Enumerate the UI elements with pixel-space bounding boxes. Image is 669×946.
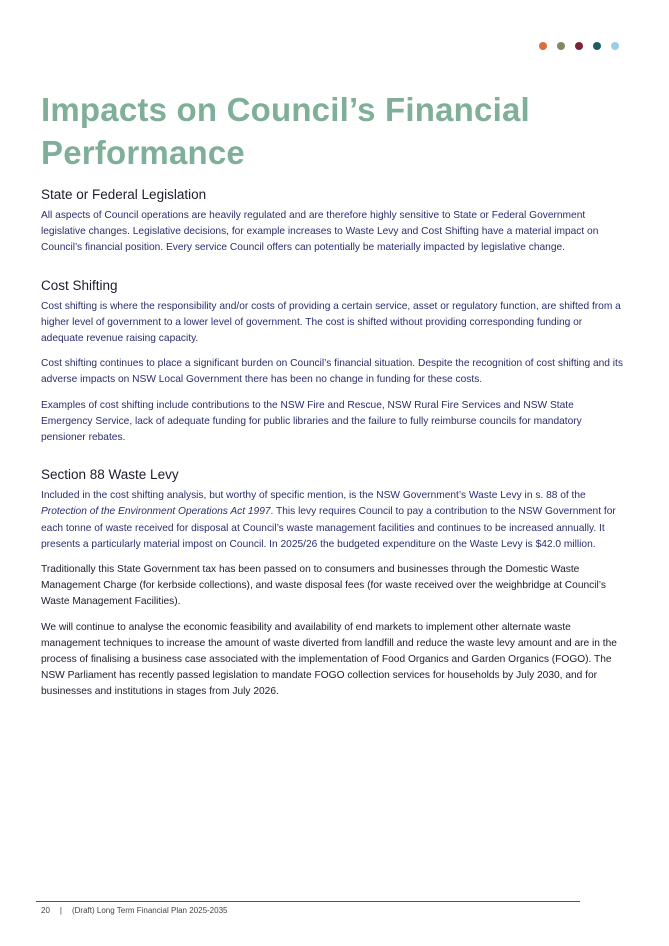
paragraph: All aspects of Council operations are heavily regulated and are therefore highly sensitive to State or Federal Government legislative changes. Legislative decisions, for example increases to Waste Levy and Cost Shifting have a material impact on Council’s financial position. Every service Council offers can potentially be materially impacted by legislative change. <box>41 210 599 254</box>
paragraph <box>41 488 626 553</box>
paragraph: Examples of cost shifting include contributions to the NSW Fire and Rescue, NSW Rural Fire Services and NSW State Emergency Service, lack of adequate funding for public libraries and the failure to fully reimburse councils for mandatory pensioner rebates. <box>41 399 582 444</box>
decorative-dot <box>539 42 547 50</box>
footer-divider <box>36 901 580 902</box>
decorative-dot <box>611 42 619 50</box>
page-title: Impacts on Council’s Financial Performance <box>41 91 530 171</box>
main-content <box>41 187 626 722</box>
paragraph: Cost shifting is where the responsibility and/or costs of providing a certain service, asset or regulatory function, are shifted from a higher level of government to a lower level of government. The cost is shifted without providing corresponding funding or adequate revenue raising capacity. <box>41 300 621 345</box>
footer <box>41 906 227 915</box>
section-cost-shifting <box>41 278 626 447</box>
section-heading: Section 88 Waste Levy <box>41 467 179 483</box>
section-waste-levy <box>41 467 626 700</box>
paragraph: Traditionally this State Government tax has been passed on to consumers and businesses through the Domestic Waste Management Charge (for kerbside collections), and waste disposal fees (for waste received over the weighbridge at Council’s Waste Management Facilities). <box>41 564 606 608</box>
decorative-dot <box>575 42 583 50</box>
paragraph: Cost shifting continues to place a significant burden on Council’s financial situation. Despite the recognition of cost shifting and its adverse impacts on NSW Local Government there has been no change in funding for these costs. <box>41 358 623 386</box>
page-number: 20 <box>41 906 50 915</box>
section-heading: State or Federal Legislation <box>41 187 207 202</box>
decorative-dots <box>539 42 619 50</box>
section-heading: Cost Shifting <box>41 277 118 293</box>
text-run: Included in the cost shifting analysis, but worthy of specific mention, is the NSW Government’s Waste Levy in s. 88 of the <box>41 490 586 502</box>
decorative-dot <box>593 42 601 50</box>
act-title: Protection of the Environment Operations Act 1997 <box>41 506 271 518</box>
document-title: (Draft) Long Term Financial Plan 2025-2035 <box>71 906 228 915</box>
section-legislation <box>41 187 626 257</box>
decorative-dot <box>557 42 565 50</box>
text-run: . This levy requires Council to pay a contribution to the NSW Government for each tonne of waste received for disposal at Council’s waste management facilities and continues to be increased annually. It presents a particularly material impost on Council. In 2025/26 the budgeted expenditure on the Waste Levy is $42.0 million. <box>41 506 616 550</box>
footer-separator: | <box>59 906 62 915</box>
paragraph: We will continue to analyse the economic feasibility and availability of end markets to implement other alternate waste management techniques to increase the amount of waste diverted from landfill and reduce the waste levy amount and are in the process of finalising a business case associated with the implementation of Food Organics and Garden Organics (FOGO). The NSW Parliament has recently passed legislation to mandate FOGO collection services for households by July 2030, and for businesses and institutions in stages from July 2026. <box>41 621 617 698</box>
